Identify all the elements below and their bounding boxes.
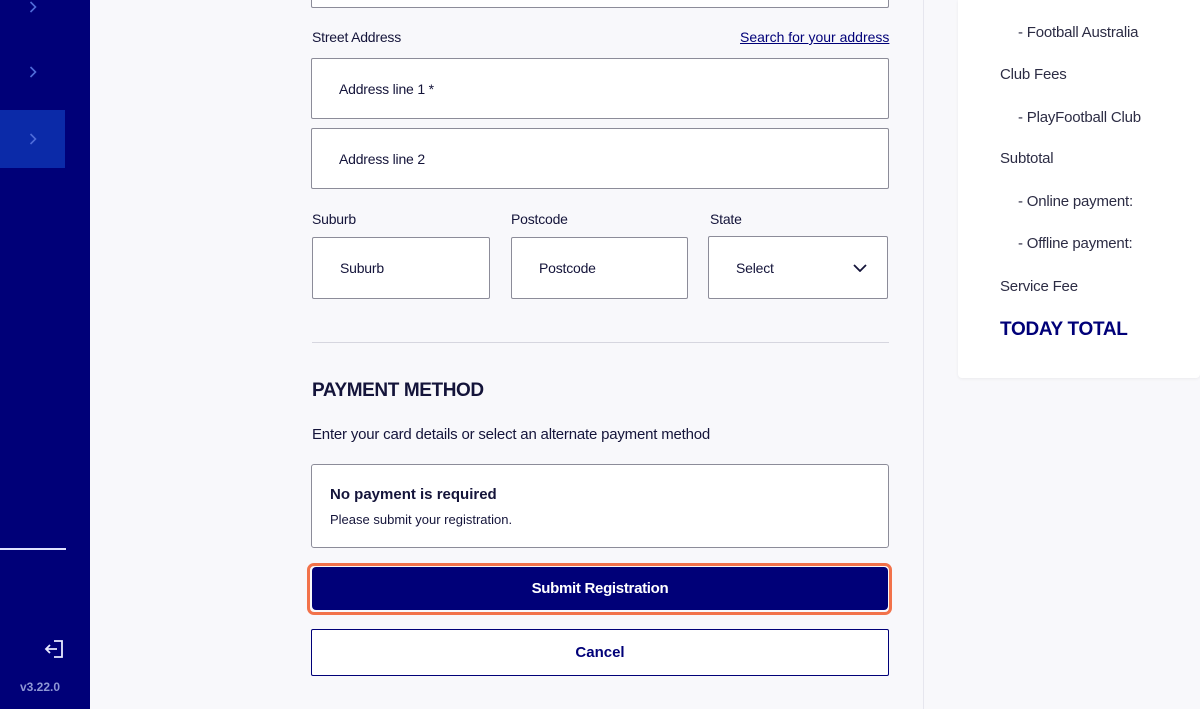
payment-notice-subtitle: Please submit your registration. xyxy=(330,512,513,527)
sidebar-expand-item-3[interactable] xyxy=(0,110,65,168)
payment-notice-title: No payment is required xyxy=(330,486,497,503)
state-select-value: Select xyxy=(736,259,774,276)
chevron-down-icon xyxy=(853,264,867,272)
previous-field-edge xyxy=(311,0,889,8)
summary-line-playfootball-club: - PlayFootball Club xyxy=(1018,109,1141,126)
street-address-label: Street Address xyxy=(312,29,402,45)
sidebar-expand-item-1[interactable] xyxy=(0,0,65,36)
logout-icon[interactable] xyxy=(42,638,66,660)
chevron-right-icon xyxy=(29,133,37,145)
chevron-right-icon xyxy=(29,66,37,78)
sidebar-expand-item-2[interactable] xyxy=(0,43,65,101)
payment-method-description: Enter your card details or select an alternate payment method xyxy=(312,426,711,443)
summary-line-service-fee: Service Fee xyxy=(1000,278,1078,295)
suburb-input[interactable]: Suburb xyxy=(312,237,490,299)
state-label: State xyxy=(710,211,742,227)
today-total-label: TODAY TOTAL xyxy=(1000,319,1128,340)
suburb-label: Suburb xyxy=(312,211,356,227)
summary-line-football-australia: - Football Australia xyxy=(1018,24,1139,41)
address-line1-input[interactable]: Address line 1 * xyxy=(311,58,889,119)
payment-method-heading: PAYMENT METHOD xyxy=(312,380,484,401)
sidebar-divider xyxy=(0,548,66,550)
postcode-input[interactable]: Postcode xyxy=(511,237,688,299)
cancel-button[interactable]: Cancel xyxy=(311,629,889,676)
summary-line-online-payment: - Online payment: xyxy=(1018,193,1133,210)
postcode-label: Postcode xyxy=(511,211,568,227)
search-address-link[interactable]: Search for your address xyxy=(740,29,890,45)
state-select[interactable] xyxy=(708,236,888,299)
section-divider xyxy=(312,342,889,343)
app-version: v3.22.0 xyxy=(20,680,61,694)
submit-registration-button[interactable]: Submit Registration xyxy=(312,567,888,610)
summary-line-club-fees: Club Fees xyxy=(1000,66,1067,83)
address-line2-input[interactable]: Address line 2 xyxy=(311,128,889,189)
payment-notice-box xyxy=(311,464,889,548)
sidebar xyxy=(0,0,90,709)
summary-line-subtotal: Subtotal xyxy=(1000,150,1054,167)
chevron-right-icon xyxy=(29,1,37,13)
summary-line-offline-payment: - Offline payment: xyxy=(1018,235,1133,252)
